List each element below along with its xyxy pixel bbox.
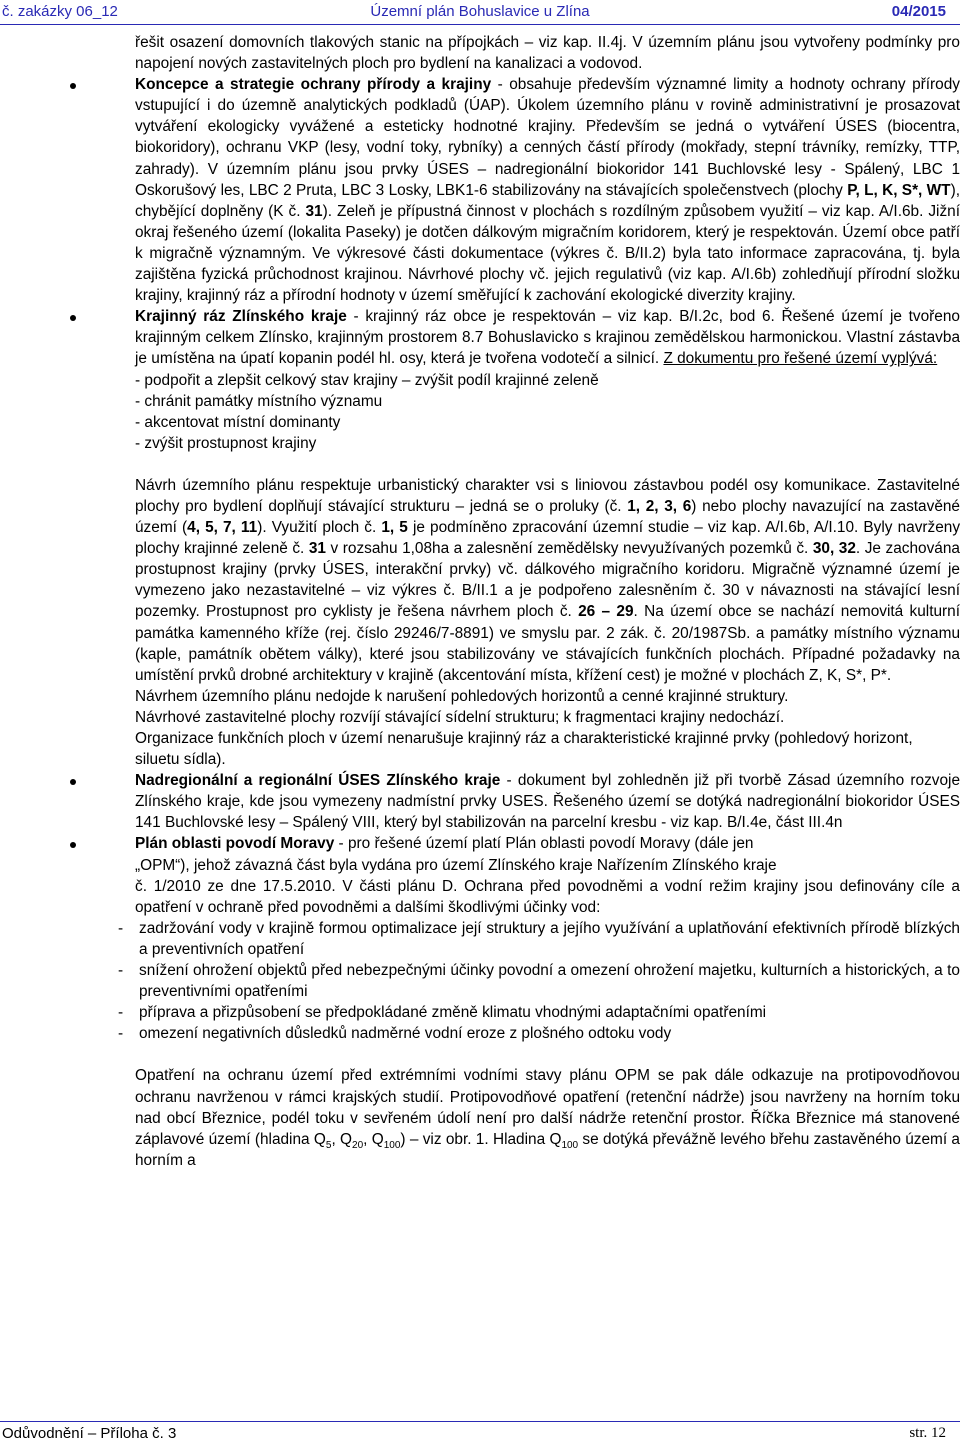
section-nature-protection — [135, 74, 960, 306]
list-item: - akcentovat místní dominanty — [135, 413, 341, 431]
paragraph-text: . Je zachována prostupnost krajiny (prvky ÚSES, interakční prvky) vč. dálkového migračního koridoru. Migračně významné území je vymezeno jako nezastavitelné – viz výkres č. B/II.1 a je podpořeno zalesněním č. 30 v návaznosti na stávající lesní pozemky. Prostupnost pro cyklisty je řešena návrhem ploch č. — [135, 540, 960, 621]
header-document-title: Územní plán Bohuslavice u Zlína — [370, 3, 590, 20]
spacer — [135, 454, 960, 475]
section-text: ). Zeleň je přípustná činnost v plochách s rozdílným způsobem využití – viz kap. A/I.6b. Jižní okraj řešeného území (lokalita Paseky) je dotčen dálkovým migračním koridorem, který je respektován. Území obce patří k migračně významným. Ve výkresové části dokumentace (výkres č. B/II.2) byla tato informace zapracována, tj. byla zajištěna fyzická průchodnost krajinou. Návrhové plochy vč. jejich regulativů (viz kap. A/I.6b) zohledňují přírodní složku krajiny, krajinný ráz a přírodní hodnoty v území směřující k zachování ekologické diverzity krajiny. — [135, 202, 960, 305]
footer-divider — [0, 1421, 960, 1422]
page-header — [0, 0, 960, 26]
section-text: - krajinný ráz obce je respektován – viz kap. B/I.2c, bod 6. Řešené území je tvořeno krajinným celkem Zlínsko, krajinným prostorem 8.7 Bohuslavicko s krajinou zemědělskou harmonickou. Vlastní zástavba je umístěna na úpatí kopanin podél hl. osy, která je tvořena vodotečí a silnicí. — [135, 308, 960, 368]
closing-paragraph: Opatření na ochranu území před extrémními vodními stavy plánu OPM se pak dále odkazuje na protipovodňovou ochranu navrženou v rámci krajských studií. Protipovodňové opatření (retenční nádrže) jsou navrženy na horním toku nad obcí Březnice, podél toku v sevřeném údolí není pro další nádrže retenční prostor. Říčka Březnice má stanovené záplavové území (hladina $Q_5$, $Q_{20}$, $Q_{100}$) – viz obr. 1. Hladina $Q_{100}$ se dotýká převážně levého břehu zastavěného území a horním a — [135, 1067, 960, 1169]
bullet-icon — [70, 842, 76, 848]
bold-text: P, L, K, S*, WT — [847, 181, 951, 199]
bullet-icon — [70, 315, 76, 321]
bold-text: 31 — [308, 540, 326, 558]
section-text: ), chybějící doplněny (K č. — [135, 181, 960, 220]
bullet-icon — [70, 83, 76, 89]
header-divider — [0, 24, 960, 25]
bold-text: 26 – 29 — [578, 603, 634, 621]
list-item: - omezení negativních důsledků nadměrné vodní eroze z plošného odtoku vody — [118, 1025, 672, 1043]
paragraph-text: ) nebo plochy navazující na zastavěné území ( — [135, 497, 960, 537]
section-title: Plán oblasti povodí Moravy — [135, 835, 335, 853]
bold-text: 1, 5 — [381, 519, 408, 537]
section-text: č. 1/2010 ze dne 17.5.2010. V části plánu D. Ochrana před povodněmi a vodní režim krajiny jsou definovány cíle a opatření v ochraně před povodněmi a dalšími škodlivými účinky vod: — [135, 877, 960, 916]
header-date: 04/2015 — [891, 3, 946, 20]
section-text: - obsahuje především významné limity a hodnoty ochrany přírody vstupující i do územně analytických podkladů (ÚAP). Úkolem územního plánu v rovině administrativní je prosazovat vytváření ekologicky vyvážené a esteticky hodnotné krajiny. Především se jedná o vytváření ÚSES (biocentra, biokoridory), ochranu VKP (lesy, vodní toky, rybníky) a cenných částí přírody (mokřady, stepní trávníky, remízky, TTP, zahrady). V územním plánu jsou prvky ÚSES – nadregionální biokoridor 141 Buchlovské lesy - Spálený, LBC 1 Oskorušový les, LBC 2 Pruta, LBC 3 Losky, LBK1-6 stabilizovány na stávajících společenstvech (plochy — [135, 76, 960, 199]
paragraph-line: Návrhové zastavitelné plochy rozvíjí stávající sídelní strukturu; k fragmentaci krajiny nedochází. — [135, 708, 785, 726]
section-title: Koncepce a strategie ochrany přírody a krajiny — [135, 76, 492, 94]
section-text: - dokument byl zohledněn již při tvorbě Zásad územního rozvoje Zlínského kraje, kde jsou vymezeny nadmístní prvky USES. Řešeného území se dotýká nadregionální biokoridor ÚSES 141 Buchlovské lesy – Spálený VIII, který byl stabilizován na parcelní kresbu - viz kap. B/I.4e, část III.4n — [135, 772, 960, 832]
paragraph-text: ). Využití ploch č. — [257, 519, 382, 537]
list-item: - chránit památky místního významu — [135, 392, 383, 410]
section-title: Krajinný ráz Zlínského kraje — [135, 308, 347, 326]
page-footer — [0, 1421, 960, 1444]
list-item: - příprava a přizpůsobení se předpokládané změně klimatu vhodnými adaptačními opatřeními — [118, 1004, 767, 1022]
paragraph-text: v rozsahu 1,08ha a zalesnění zemědělsky nevyužívaných pozemků č. — [326, 540, 813, 558]
section-river-basin-plan — [118, 833, 960, 1170]
section-title: Nadregionální a regionální ÚSES Zlínského kraje — [135, 772, 501, 790]
list-item: - snížení ohrožení objektů před nebezpečnými účinky povodní a omezení ohrožení majetku, kulturních a historických, a to preventivními opatřeními — [118, 962, 960, 1001]
paragraph-text: je podmíněno zpracování územní studie – viz kap. A/I.6b, A/I.10. Byly navrženy plochy krajinné zeleně č. — [135, 519, 960, 558]
bold-text: 31 — [305, 202, 323, 220]
page-number: str. 12 — [909, 1425, 946, 1441]
header-contract-number: č. zakázky 06_12 — [2, 3, 118, 20]
intro-paragraph: řešit osazení domovních tlakových stanic na přípojkách – viz kap. II.4j. V územním plánu jsou vytvořeny podmínky pro napojení nových zastavitelných ploch pro bydlení na kanalizaci a vodovod. — [135, 34, 960, 73]
bold-text: 1, 2, 3, 6 — [627, 497, 692, 515]
section-text: - pro řešené území platí Plán oblasti povodí Moravy (dále jen — [334, 835, 754, 853]
document-body — [118, 32, 960, 1171]
list-item: - podpořit a zlepšit celkový stav krajiny – zvýšit podíl krajinné zeleně — [135, 371, 599, 389]
underlined-text: Z dokumentu pro řešené území vyplývá: — [663, 350, 938, 368]
bold-text: 4, 5, 7, 11 — [187, 519, 258, 537]
section-urban-design — [135, 475, 960, 770]
list-item: - zvýšit prostupnost krajiny — [135, 434, 317, 452]
paragraph-line: Návrhem územního plánu nedojde k narušení pohledových horizontů a cenné krajinné struktury. — [135, 687, 789, 705]
objectives-list — [118, 918, 960, 1045]
bullet-icon — [70, 779, 76, 785]
section-landscape-character — [135, 306, 960, 454]
section-text: „OPM“), jehož závazná část byla vydána pro území Zlínského kraje Nařízením Zlínského kraje — [135, 856, 777, 874]
footer-attachment-label: Odůvodnění – Příloha č. 3 — [2, 1425, 177, 1442]
paragraph-text: Návrh územního plánu respektuje urbanistický charakter vsi s liniovou zástavbou podél osy komunikace. Zastavitelné plochy pro bydlení doplňují stávající strukturu – jedná se o proluky (č. — [135, 476, 960, 515]
spacer — [135, 1044, 960, 1065]
paragraph-line: Organizace funkčních ploch v území nenarušuje krajinný ráz a charakteristické krajinné prvky (pohledový horizont, siluetu sídla). — [135, 730, 913, 769]
bold-text: 30, 32 — [812, 540, 856, 558]
section-uses — [135, 770, 960, 833]
paragraph-text: . Na území obce se nachází nemovitá kulturní památka kamenného kříže (rej. číslo 29246/7-8891) ve smyslu par. 2 zák. č. 20/1987Sb. a památky místního významu (kaple, památník obětem války), které jsou stabilizovány ve stávajících funkčních plochách. Případné požadavky na umístění prvků drobné architektury v krajině (akcentování místa, křížení cest) je možné v plochách Z, K, S*, P*. — [135, 603, 960, 684]
list-item: - zadržování vody v krajině formou optimalizace její struktury a jejího využívání a uplatňování efektivních přírodě blízkých a preventivních opatření — [118, 919, 960, 958]
